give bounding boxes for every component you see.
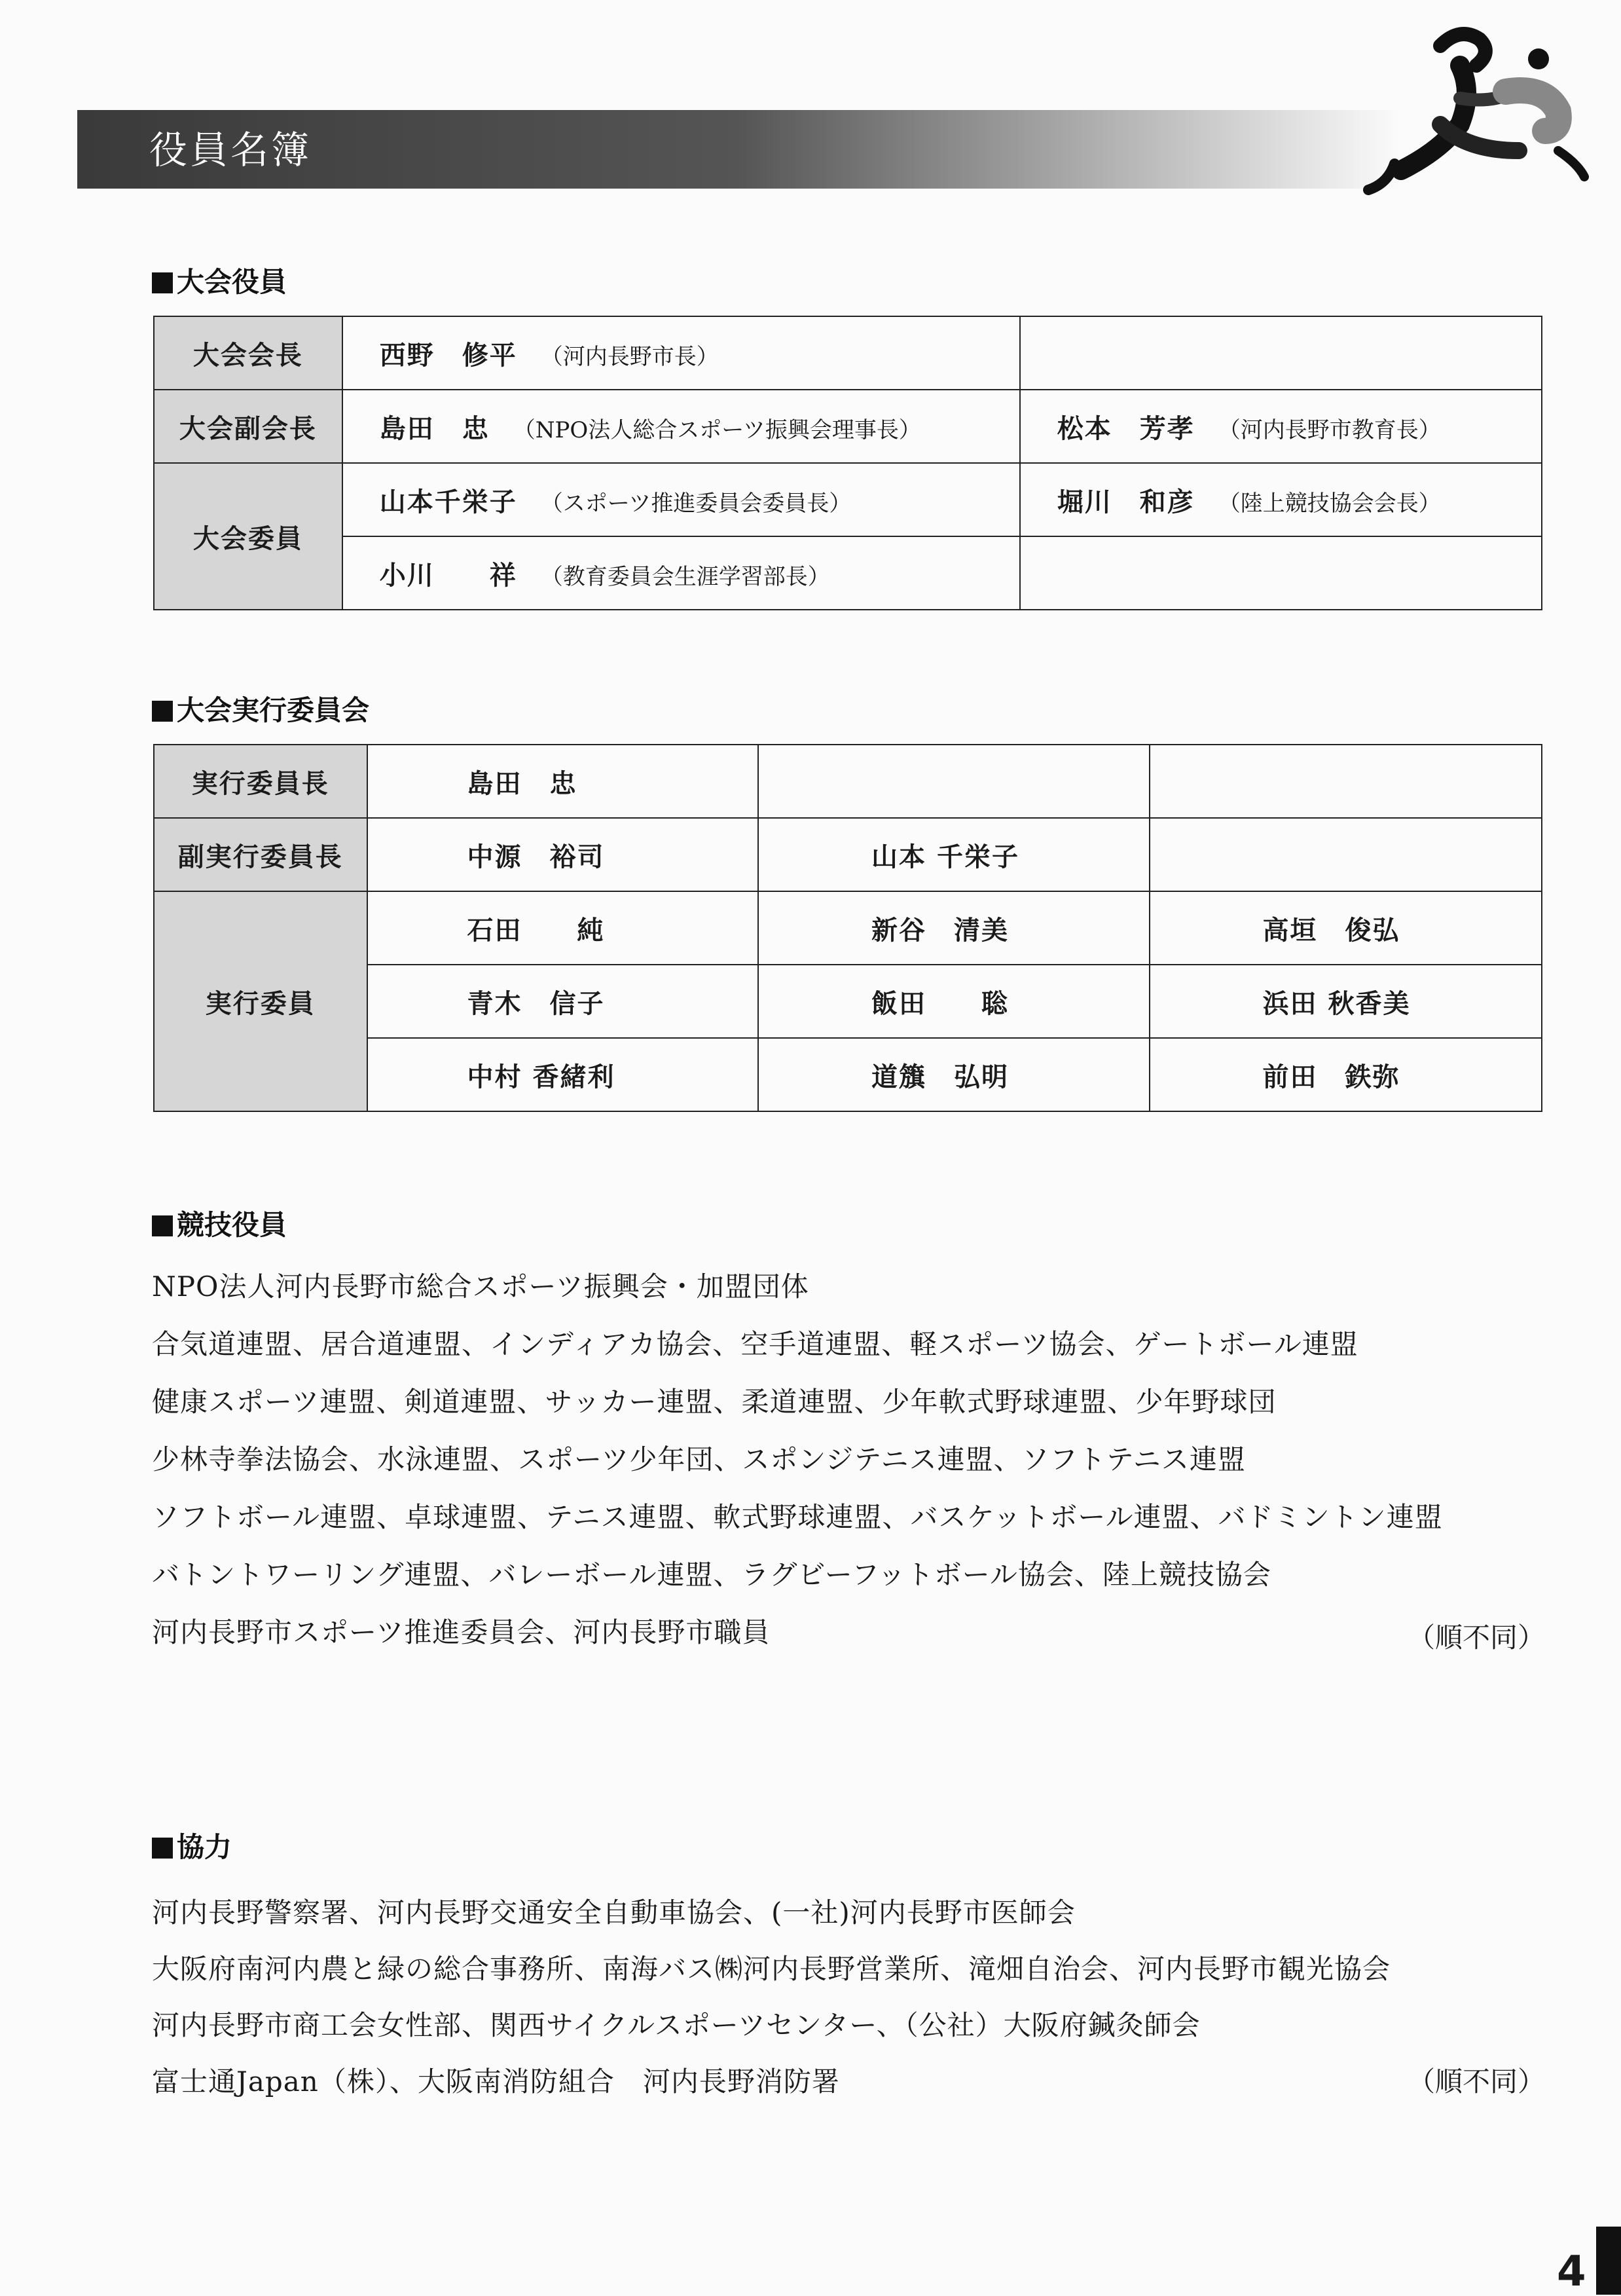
person-name: 松本 芳孝 bbox=[1057, 413, 1195, 444]
member-cell: 中村 香緒利 bbox=[367, 1038, 758, 1111]
name-cell bbox=[1020, 316, 1542, 390]
member-cell: 浜田 秋香美 bbox=[1150, 965, 1542, 1038]
table-row bbox=[154, 536, 1542, 610]
name-cell bbox=[1020, 536, 1542, 610]
person-name: 西野 修平 bbox=[379, 339, 517, 371]
member-cell: 中源 裕司 bbox=[367, 818, 758, 891]
text-line: 河内長野市商工会女性部、関西サイクルスポーツセンター、（公社）大阪府鍼灸師会 bbox=[152, 2009, 1201, 2041]
person-title: （河内長野市長） bbox=[540, 343, 719, 370]
text-line: バトントワーリング連盟、バレーボール連盟、ラグビーフットボール協会、陸上競技協会 bbox=[152, 1559, 1271, 1591]
square-bullet-icon bbox=[152, 1838, 173, 1859]
name-cell bbox=[342, 390, 1020, 463]
unordered-note: （順不同） bbox=[1407, 1621, 1545, 1654]
table-row bbox=[154, 390, 1542, 463]
section-heading-text: 競技役員 bbox=[177, 1209, 287, 1241]
person-name: 小川 祥 bbox=[379, 559, 517, 591]
role-cell: 実行委員長 bbox=[154, 745, 367, 818]
section-heading-text: 大会実行委員会 bbox=[177, 694, 370, 726]
member-cell bbox=[1150, 818, 1542, 891]
role-cell: 副実行委員長 bbox=[154, 818, 367, 891]
role-cell: 大会委員 bbox=[154, 463, 342, 610]
text-line: NPO法人河内長野市総合スポーツ振興会・加盟団体 bbox=[152, 1270, 809, 1303]
table-row bbox=[154, 745, 1542, 818]
person-name: 山本千栄子 bbox=[379, 486, 517, 517]
name-cell bbox=[1020, 390, 1542, 463]
role-cell: 実行委員 bbox=[154, 891, 367, 1111]
name-cell bbox=[342, 536, 1020, 610]
member-cell bbox=[1150, 745, 1542, 818]
square-bullet-icon bbox=[152, 272, 173, 293]
table-row bbox=[154, 316, 1542, 390]
page-title: 役員名簿 bbox=[149, 128, 312, 172]
member-cell: 高垣 俊弘 bbox=[1150, 891, 1542, 965]
person-title: （NPO法人総合スポーツ振興会理事長） bbox=[513, 417, 921, 443]
member-cell: 石田 純 bbox=[367, 891, 758, 965]
table-row bbox=[154, 891, 1542, 965]
section-heading-competition bbox=[152, 1204, 287, 1243]
text-line: 健康スポーツ連盟、剣道連盟、サッカー連盟、柔道連盟、少年軟式野球連盟、少年野球団 bbox=[152, 1386, 1277, 1418]
text-line: ソフトボール連盟、卓球連盟、テニス連盟、軟式野球連盟、バスケットボール連盟、バドミントン連盟 bbox=[152, 1501, 1443, 1533]
person-title: （教育委員会生涯学習部長） bbox=[540, 563, 830, 590]
header-banner bbox=[77, 110, 1400, 189]
role-cell: 大会会長 bbox=[154, 316, 342, 390]
section-heading-text: 協力 bbox=[177, 1831, 232, 1863]
name-cell bbox=[342, 463, 1020, 536]
member-cell: 道籏 弘明 bbox=[758, 1038, 1150, 1111]
text-line: 河内長野市スポーツ推進委員会、河内長野市職員 bbox=[152, 1616, 771, 1648]
member-cell: 山本 千栄子 bbox=[758, 818, 1150, 891]
table-row bbox=[154, 463, 1542, 536]
runner-mascot-icon bbox=[1342, 20, 1604, 229]
member-cell: 飯田 聡 bbox=[758, 965, 1150, 1038]
name-cell bbox=[1020, 463, 1542, 536]
officials-table bbox=[153, 316, 1542, 610]
unordered-note: （順不同） bbox=[1407, 2065, 1545, 2098]
page-edge-bar bbox=[1596, 2227, 1621, 2295]
member-cell: 前田 鉄弥 bbox=[1150, 1038, 1542, 1111]
square-bullet-icon bbox=[152, 1215, 173, 1236]
text-line: 合気道連盟、居合道連盟、インディアカ協会、空手道連盟、軽スポーツ協会、ゲートボール連盟 bbox=[152, 1328, 1358, 1360]
member-cell: 青木 信子 bbox=[367, 965, 758, 1038]
person-title: （陸上競技協会会長） bbox=[1218, 490, 1441, 517]
role-cell: 大会副会長 bbox=[154, 390, 342, 463]
person-name: 島田 忠 bbox=[379, 413, 490, 444]
name-cell bbox=[342, 316, 1020, 390]
member-cell: 島田 忠 bbox=[367, 745, 758, 818]
person-title: （スポーツ推進委員会委員長） bbox=[540, 490, 852, 517]
section-heading-committee bbox=[152, 689, 369, 728]
table-row bbox=[154, 818, 1542, 891]
person-title: （河内長野市教育長） bbox=[1218, 417, 1441, 443]
square-bullet-icon bbox=[152, 701, 173, 722]
page-number: 4 bbox=[1557, 2248, 1586, 2296]
section-heading-text: 大会役員 bbox=[177, 266, 287, 298]
person-name: 堀川 和彦 bbox=[1057, 486, 1195, 517]
member-cell bbox=[758, 745, 1150, 818]
text-line: 少林寺拳法協会、水泳連盟、スポーツ少年団、スポンジテニス連盟、ソフトテニス連盟 bbox=[152, 1443, 1246, 1475]
text-line: 大阪府南河内農と緑の総合事務所、南海バス㈱河内長野営業所、滝畑自治会、河内長野市観光協会 bbox=[152, 1953, 1391, 1985]
text-line: 富士通Japan（株）、大阪南消防組合 河内長野消防署 bbox=[152, 2065, 840, 2098]
member-cell: 新谷 清美 bbox=[758, 891, 1150, 965]
section-heading-cooperation bbox=[152, 1826, 232, 1865]
section-heading-officials bbox=[152, 261, 287, 300]
committee-table bbox=[153, 744, 1542, 1112]
text-line: 河内長野警察署、河内長野交通安全自動車協会、(一社)河内長野市医師会 bbox=[152, 1897, 1076, 1929]
